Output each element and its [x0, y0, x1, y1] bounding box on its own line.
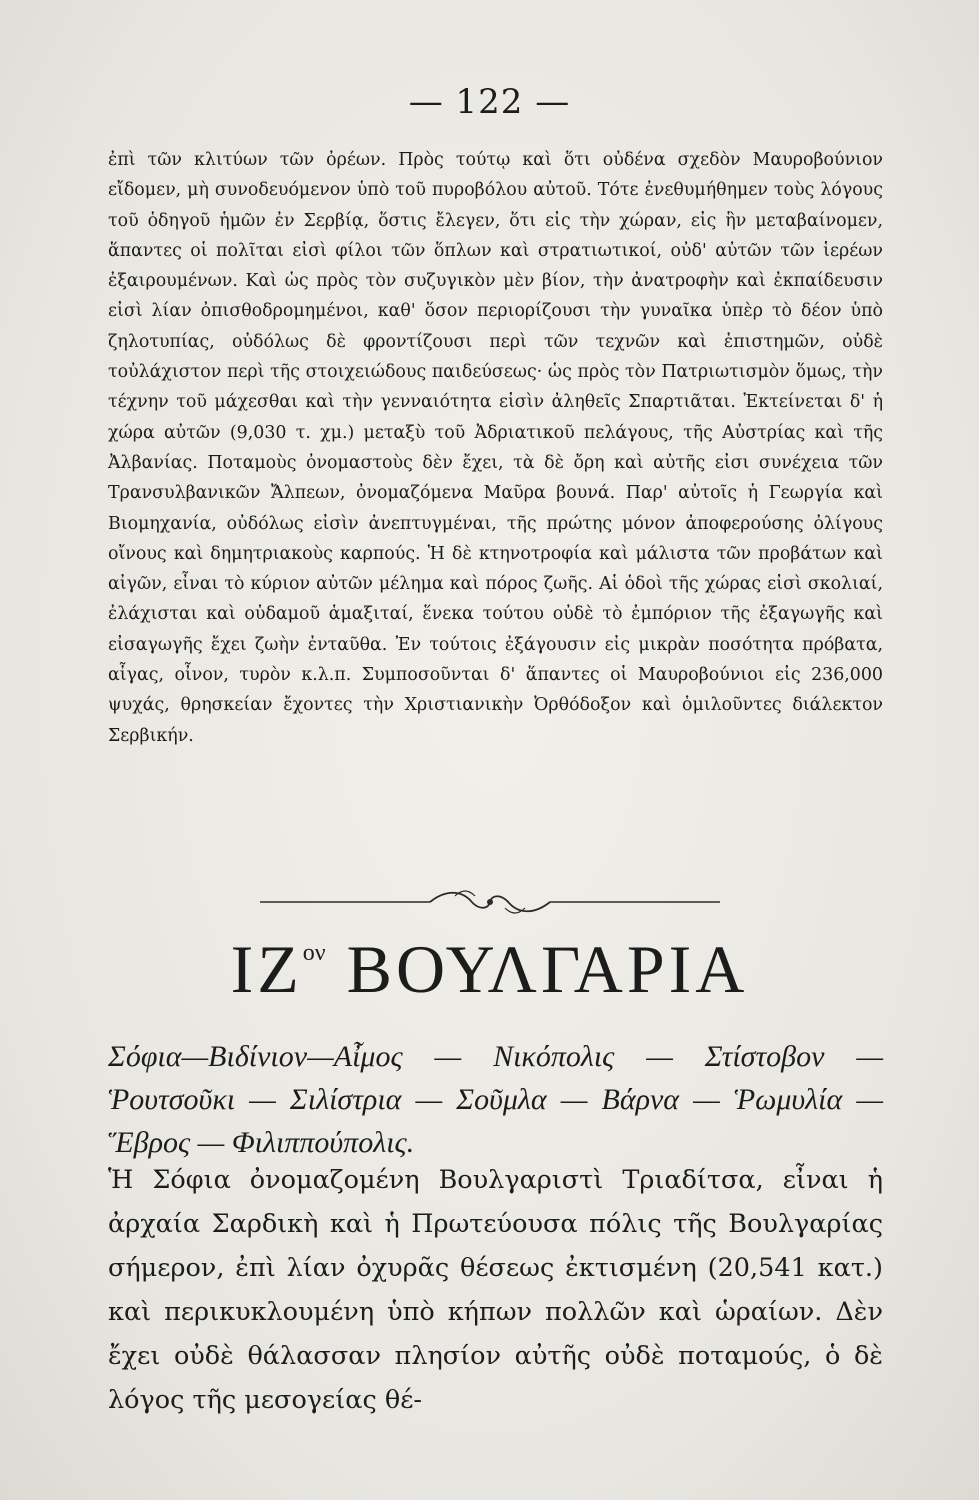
chapter-name: ΒΟΥΛΓΑΡΙΑ [346, 931, 749, 1007]
chapter-subtitle: Σόφια—Βιδίνιον—Αἶμος — Νικόπολις — Στίστοβον — Ῥουτσοῦκι — Σιλίστρια — Σοῦμλα — Βάρνα — Ῥωμυλία — Ἕβρος — Φιλιππούπολις. [108, 1040, 883, 1159]
chapter-lead-paragraph: Ἡ Σόφια ὀνομαζομένη Βουλγαριστὶ Τριαδίτσα, εἶναι ἡ ἀρχαία Σαρδικὴ καὶ ἡ Πρωτεύουσα πόλις τῆς Βουλγαρίας σήμερον, ἐπὶ λίαν ὀχυρᾶς θέσεως ἐκτισμένη (20,541 κατ.) καὶ περικυκλουμένη ὑπὸ κήπων πολλῶν καὶ ὡραίων. Δὲν ἔχει οὐδὲ θάλασσαν πλησίον αὐτῆς οὐδὲ ποταμούς, ὁ δὲ λόγος τῆς μεσογείας θέ- [108, 1165, 883, 1415]
chapter-number: ΙΖ [230, 931, 303, 1007]
page-number: — 122 — [408, 82, 571, 122]
body-paragraph: ἐπὶ τῶν κλιτύων τῶν ὀρέων. Πρὸς τούτῳ καὶ ὅτι οὐδένα σχεδὸν Μαυροβούνιον εἴδομεν, μὴ συνοδευόμενον ὑπὸ τοῦ πυροβόλου αὐτοῦ. Τότε ἐνεθυμήθημεν τοὺς λόγους τοῦ ὁδηγοῦ ἡμῶν ἐν Σερβίᾳ, ὅστις ἔλεγεν, ὅτι εἰς τὴν χώραν, εἰς ἣν μεταβαίνομεν, ἅπαντες οἱ πολῖται εἰσὶ φίλοι τῶν ὅπλων καὶ στρατιωτικοί, οὐδ' αὐτῶν τῶν ἱερέων ἐξαιρουμένων. Καὶ ὡς πρὸς τὸν συζυγικὸν μὲν βίον, τὴν ἀνατροφὴν καὶ ἐκπαίδευσιν εἰσὶ λίαν ὀπισθοδρομημένοι, καθ' ὅσον περιορίζουσι τὴν γυναῖκα ὑπὲρ τὸ δέον ὑπὸ ζηλοτυπίας, οὐδόλως δὲ φροντίζουσι περὶ τῶν τεχνῶν καὶ ἐπιστημῶν, οὐδὲ τοὐλάχιστον περὶ τῆς στοιχειώδους παιδεύσεως· ὡς πρὸς τὸν Πατριωτισμὸν ὅμως, τὴν τέχνην τοῦ μάχεσθαι καὶ τὴν γενναιότητα εἰσὶν ἀληθεῖς Σπαρτιᾶται. Ἐκτείνεται δ' ἡ χώρα αὐτῶν (9,030 τ. χμ.) μεταξὺ τοῦ Ἀδριατικοῦ πελάγους, τῆς Αὐστρίας καὶ τῆς Ἀλβανίας. Ποταμοὺς ὀνομαστοὺς δὲν ἔχει, τὰ δὲ ὄρη καὶ αὐτῆς εἰσι συνέχεια τῶν Τρανσυλβανικῶν Ἄλπεων, ὀνομαζόμενα Μαῦρα βουνά. Παρ' αὐτοῖς ἡ Γεωργία καὶ Βιομηχανία, οὐδόλως εἰσὶν ἀνεπτυγμέναι, τῆς πρώτης μόνον ἀποφερούσης ὀλίγους οἴνους καὶ δημητριακοὺς καρπούς. Ἡ δὲ κτηνοτροφία καὶ μάλιστα τῶν προβάτων καὶ αἰγῶν, εἶναι τὸ κύριον αὐτῶν μέλημα καὶ πόρος ζωῆς. Αἱ ὁδοὶ τῆς χώρας εἰσὶ σκολιαί, ἐλάχισται καὶ οὐδαμοῦ ἁμαξιταί, ἕνεκα τούτου οὐδὲ τὸ ἐμπόριον τῆς ἐξαγωγῆς καὶ εἰσαγωγῆς ἔχει ζωὴν ἐνταῦθα. Ἐν τούτοις ἐξάγουσιν εἰς μικρὰν ποσότητα πρόβατα, αἶγας, οἶνον, τυρὸν κ.λ.π. Συμποσοῦνται δ' ἅπαντες οἱ Μαυροβούνιοι εἰς 236,000 ψυχάς, θρησκείαν ἔχοντες τὴν Χριστιανικὴν Ὀρθόδοξον καὶ ὁμιλοῦντες διάλεκτον Σερβικήν. [108, 150, 883, 746]
ornament-divider [260, 882, 720, 922]
chapter-title [0, 930, 979, 1009]
chapter-number-suffix: ον [302, 940, 326, 966]
